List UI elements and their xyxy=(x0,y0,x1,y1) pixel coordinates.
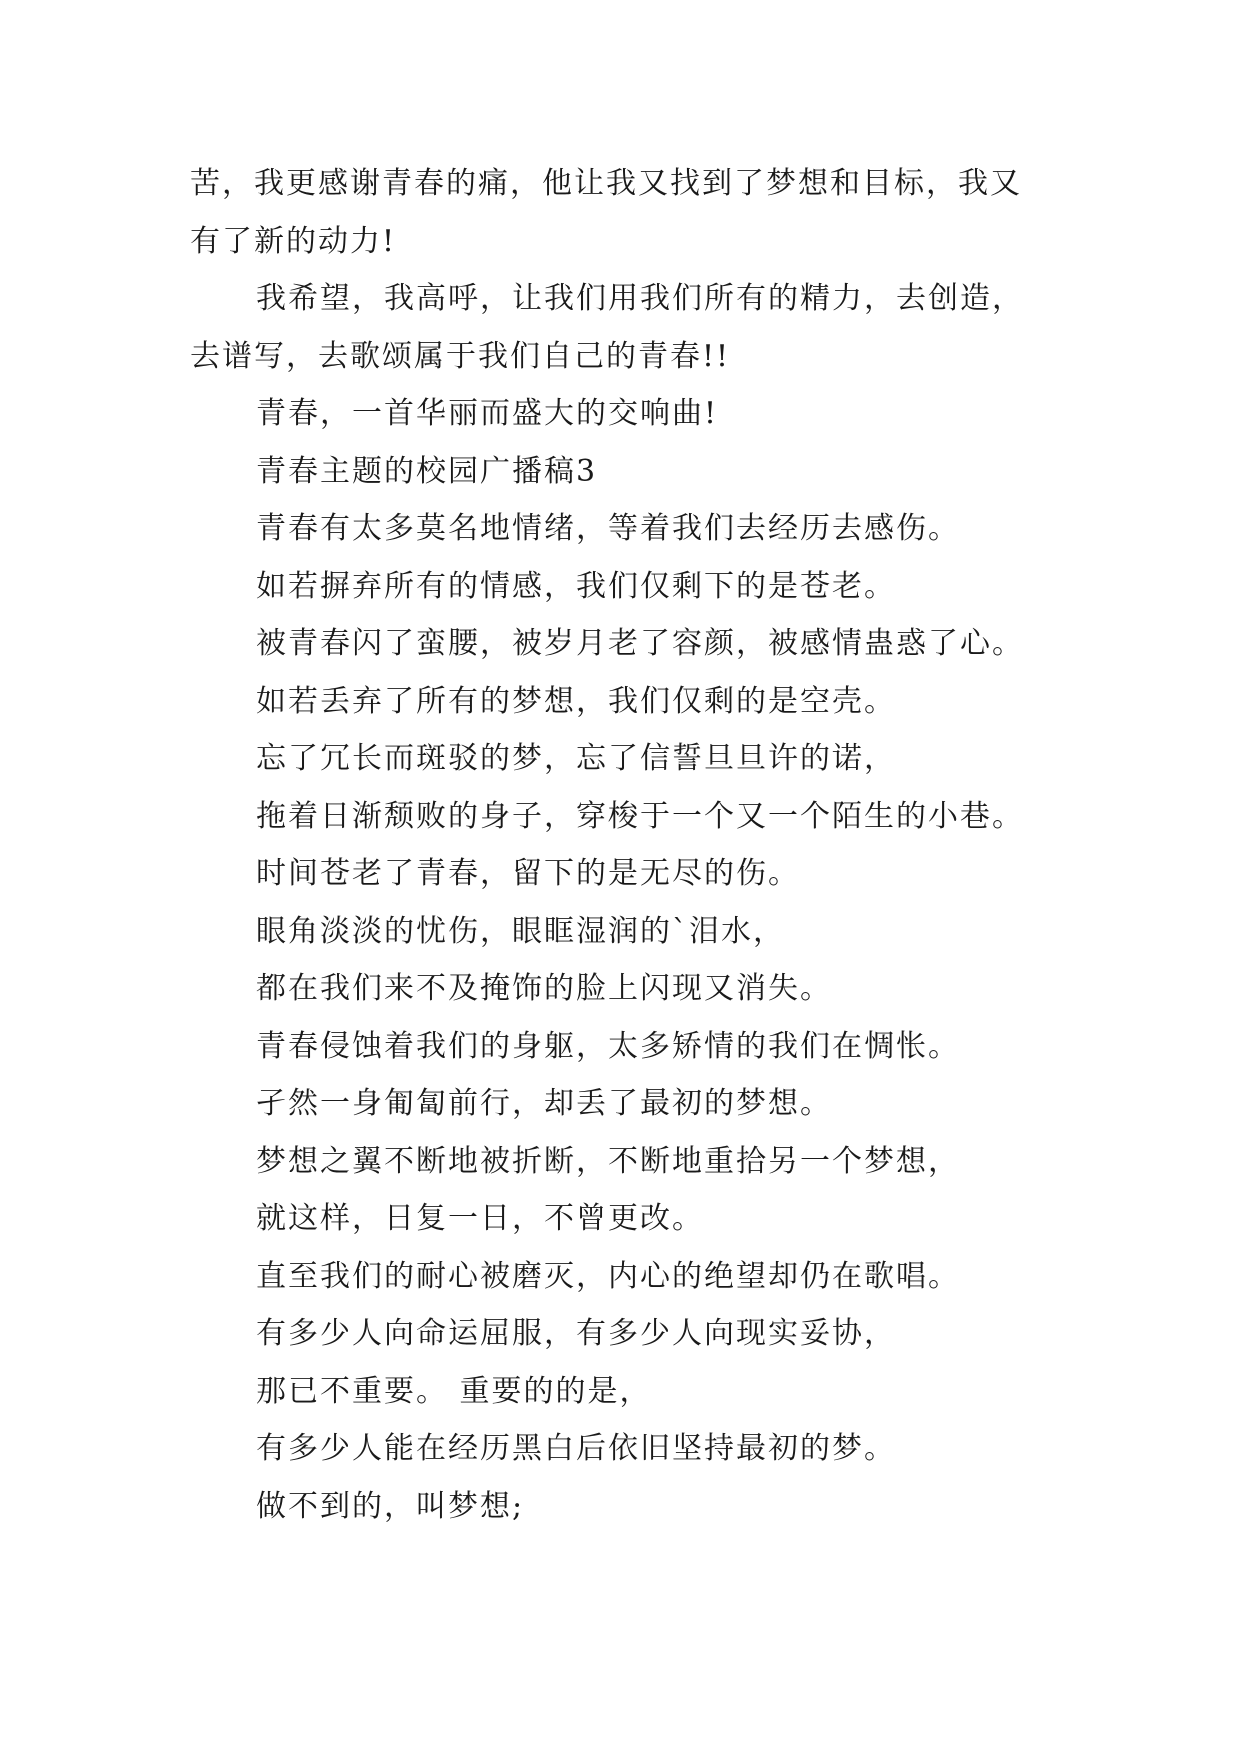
text-line: 如若丢弃了所有的梦想，我们仅剩的是空壳。 xyxy=(256,683,896,719)
text-line: 青春，一首华丽而盛大的交响曲! xyxy=(256,396,719,431)
text-line: 青春有太多莫名地情绪，等着我们去经历去感伤。 xyxy=(256,511,960,546)
text-line: 直至我们的耐心被磨灭，内心的绝望却仍在歌唱。 xyxy=(256,1258,960,1294)
text-line: 时间苍老了青春，留下的是无尽的伤。 xyxy=(256,856,800,891)
text-line: 都在我们来不及掩饰的脸上闪现又消失。 xyxy=(256,971,832,1006)
text-line: 拖着日渐颓败的身子，穿梭于一个又一个陌生的小巷。 xyxy=(256,798,1024,834)
text-line: 梦想之翼不断地被折断，不断地重拾另一个梦想， xyxy=(256,1143,960,1179)
section-title: 青春主题的校园广播稿3 xyxy=(256,453,598,489)
text-line: 忘了冗长而斑驳的梦，忘了信誓旦旦许的诺， xyxy=(256,741,896,776)
text-line: 做不到的，叫梦想; xyxy=(256,1488,525,1524)
text-line: 苦，我更感谢青春的痛，他让我又找到了梦想和目标，我又 xyxy=(190,166,1022,201)
text-line: 孑然一身匍匐前行，却丢了最初的梦想。 xyxy=(256,1086,832,1121)
text-line: 有多少人能在经历黑白后依旧坚持最初的梦。 xyxy=(256,1431,896,1466)
text-line: 青春侵蚀着我们的身躯，太多矫情的我们在惆怅。 xyxy=(256,1028,960,1064)
body-text xyxy=(190,155,1070,1535)
text-line: 被青春闪了蛮腰，被岁月老了容颜，被感情蛊惑了心。 xyxy=(256,626,1024,661)
text-line: 去谱写，去歌颂属于我们自己的青春!! xyxy=(190,338,731,374)
text-line: 那已不重要。 重要的的是， xyxy=(256,1373,652,1409)
text-line: 有多少人向命运屈服，有多少人向现实妥协， xyxy=(256,1316,896,1351)
text-line: 如若摒弃所有的情感，我们仅剩下的是苍老。 xyxy=(256,568,896,604)
text-line: 有了新的动力! xyxy=(190,223,397,259)
text-line: 就这样，日复一日，不曾更改。 xyxy=(256,1201,704,1236)
text-line: 我希望，我高呼，让我们用我们所有的精力，去创造， xyxy=(256,281,1024,316)
text-line: 眼角淡淡的忧伤，眼眶湿润的`泪水， xyxy=(256,913,785,949)
